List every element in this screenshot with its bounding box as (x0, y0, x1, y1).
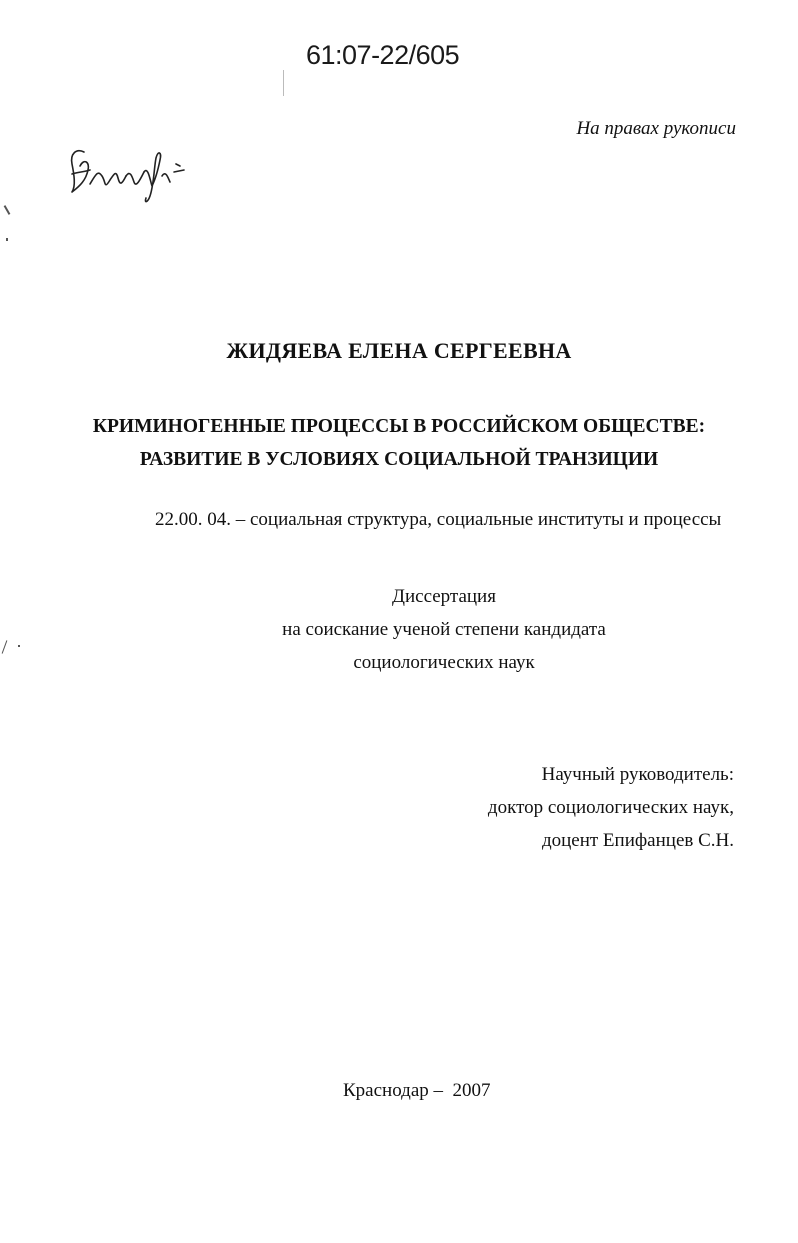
degree-line-3: социологических наук (353, 652, 535, 673)
handwritten-signature (62, 140, 192, 210)
rights-note: На правах рукописи (576, 118, 736, 139)
degree-line-1: Диссертация (392, 586, 496, 607)
scan-artifact-line (283, 70, 284, 96)
catalog-number: 61:07-22/605 (306, 40, 460, 70)
supervisor-line-3: доцент Епифанцев С.Н. (541, 830, 734, 851)
title-line-2: РАЗВИТИЕ В УСЛОВИЯХ СОЦИАЛЬНОЙ ТРАНЗИЦИИ (139, 449, 659, 470)
degree-block (0, 580, 798, 679)
dissertation-title (0, 410, 798, 476)
scan-artifact-dot (6, 238, 8, 241)
supervisor-block (488, 758, 734, 857)
supervisor-line-1: Научный руководитель: (541, 764, 734, 785)
supervisor-line-2: доктор социологических наук, (487, 797, 734, 818)
city-year: Краснодар – 2007 (343, 1080, 491, 1101)
specialty-code: 22.00. 04. – социальная структура, социальные институты и процессы (155, 509, 722, 530)
degree-line-2: на соискание ученой степени кандидата (282, 619, 606, 640)
author-name: ЖИДЯЕВА ЕЛЕНА СЕРГЕЕВНА (226, 338, 572, 363)
title-line-1: КРИМИНОГЕННЫЕ ПРОЦЕССЫ В РОССИЙСКОМ ОБЩЕСТВЕ: (92, 416, 706, 437)
scan-artifact-mark (4, 205, 11, 215)
